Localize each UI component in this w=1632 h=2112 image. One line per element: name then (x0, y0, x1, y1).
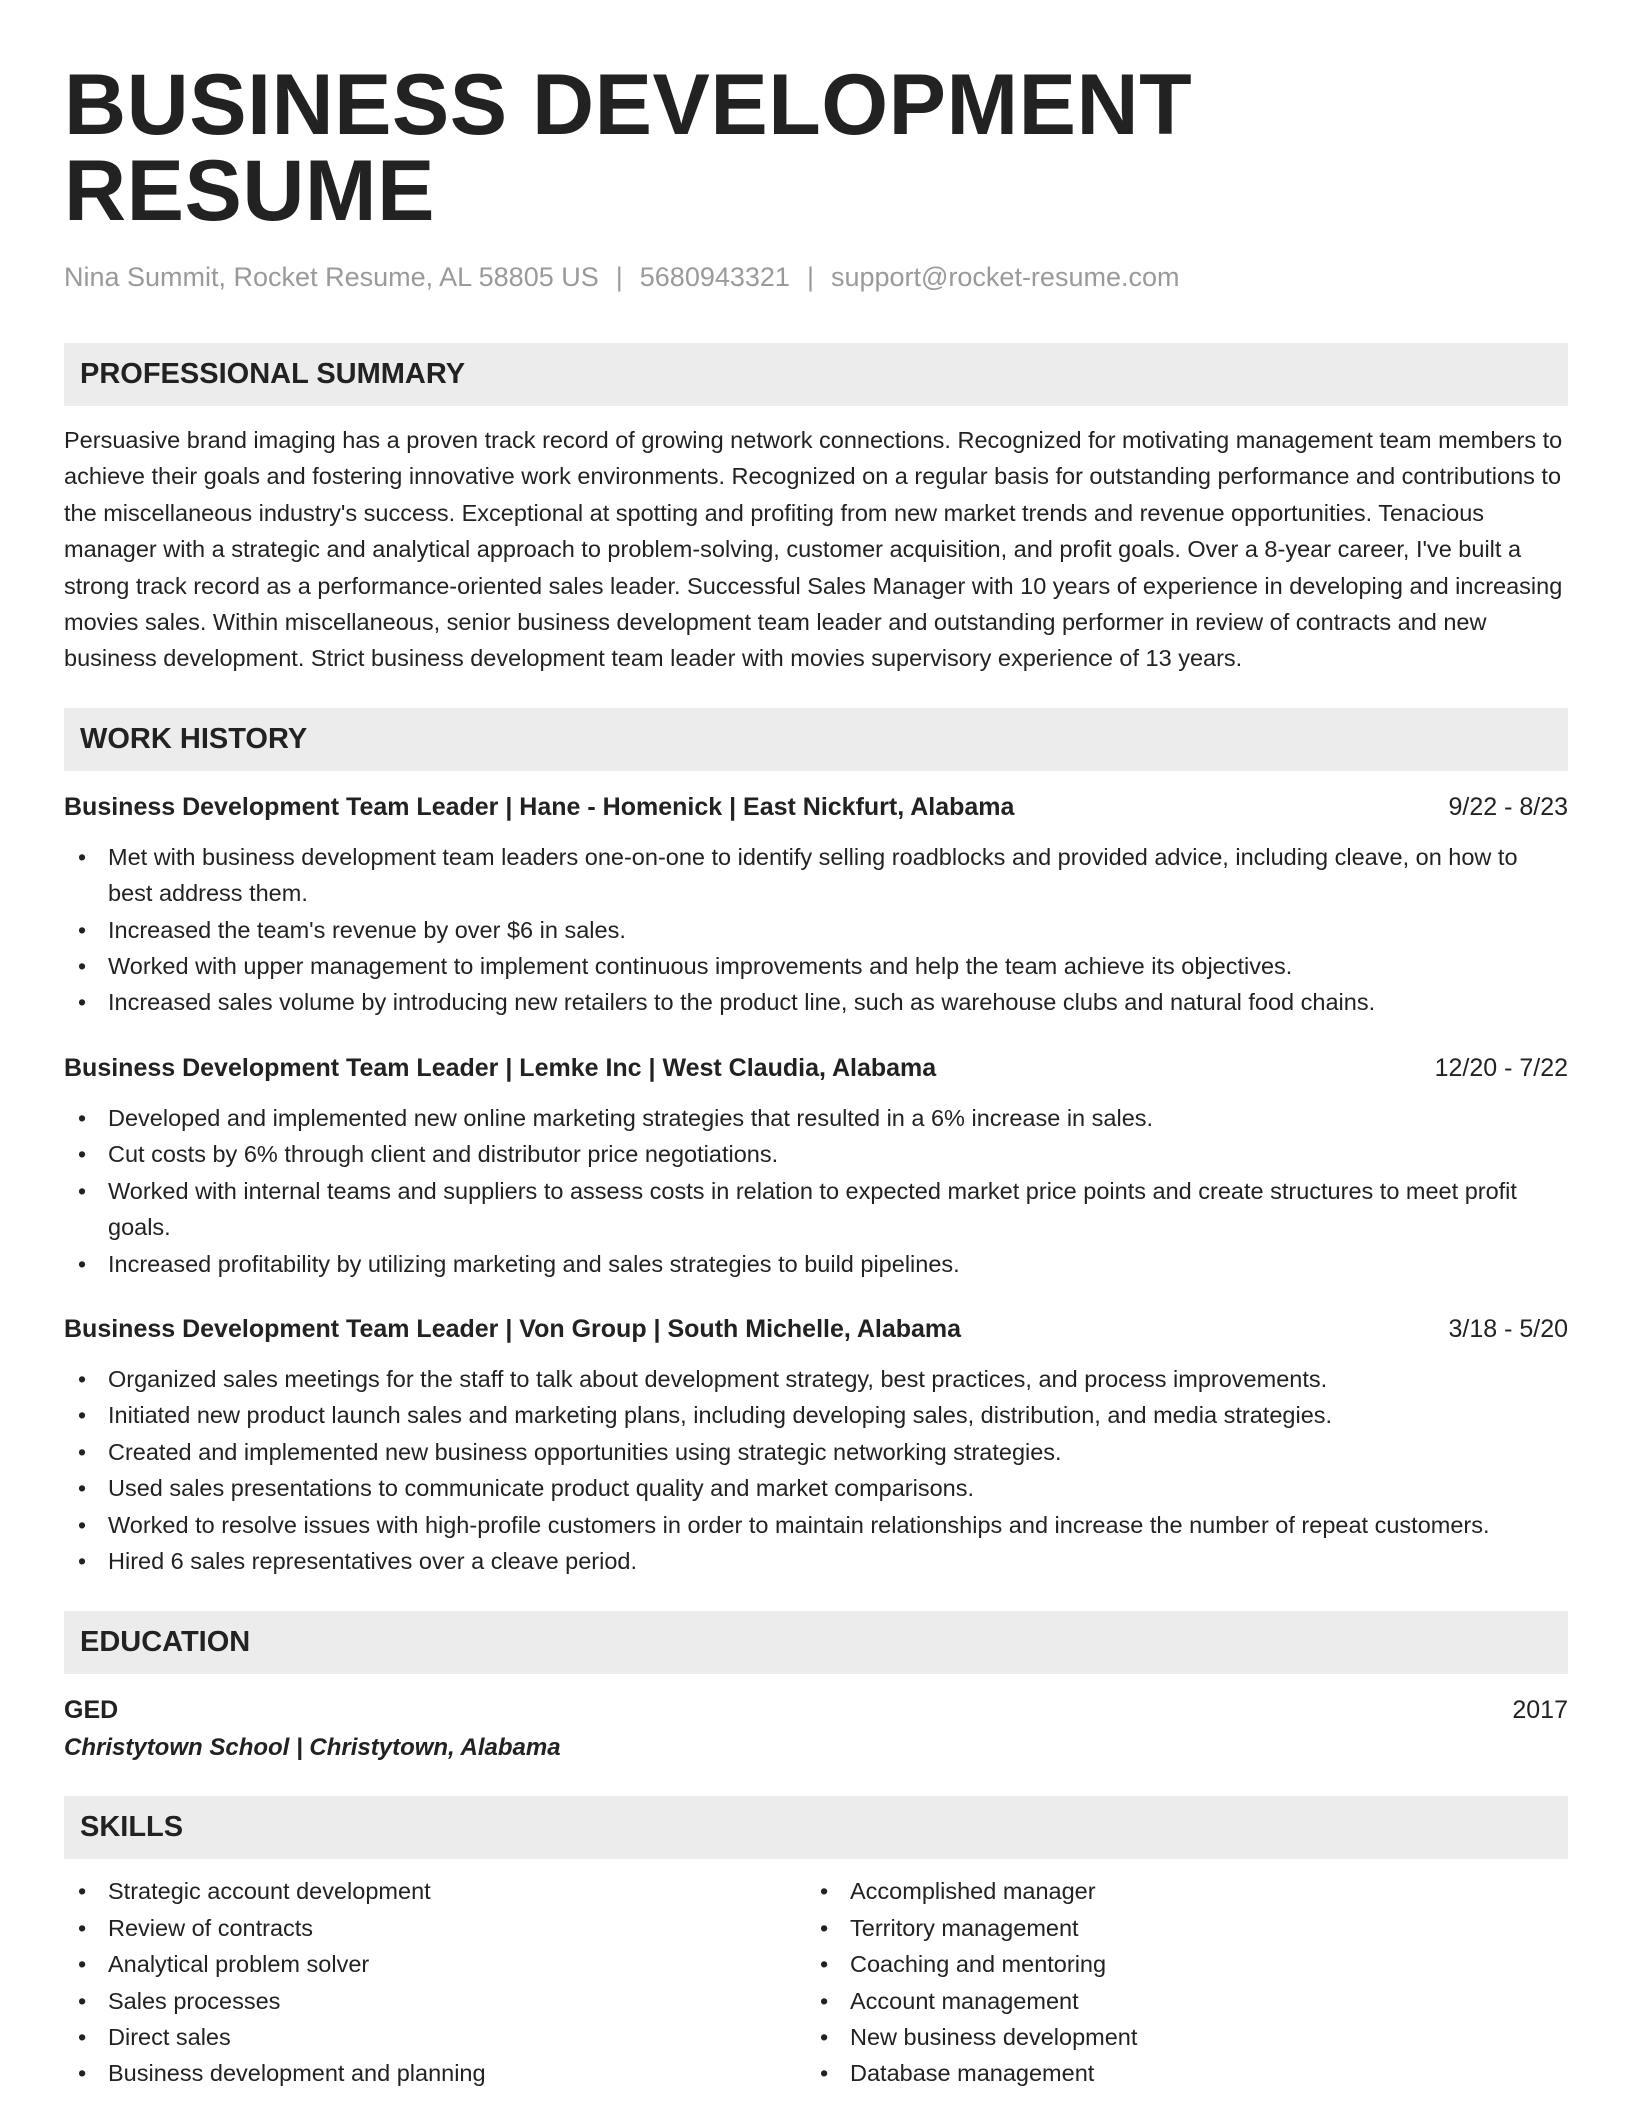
skill-item: • Accomplished manager (806, 1873, 1548, 1909)
education-year: 2017 (1512, 1696, 1568, 1725)
job-entry (64, 1052, 1568, 1282)
job-entry (64, 791, 1568, 1021)
resume-title: BUSINESS DEVELOPMENT RESUME (64, 57, 1193, 239)
job-header (64, 1313, 1568, 1346)
job-title: Business Development Team Leader | Hane - Homenick | East Nickfurt, Alabama (64, 792, 1015, 821)
skill-item: • Coaching and mentoring (806, 1946, 1548, 1982)
job-bullet: • Developed and implemented new online marketing strategies that resulted in a 6% increase in sales. (64, 1100, 1568, 1136)
contact-separator: | (615, 262, 623, 292)
job-bullet: • Hired 6 sales representatives over a cleave period. (64, 1543, 1568, 1579)
education-entry (64, 1694, 1568, 1727)
job-bullet: • Used sales presentations to communicate product quality and market comparisons. (64, 1470, 1568, 1506)
job-bullet: • Organized sales meetings for the staff to talk about development strategy, best practices, and process improvements. (64, 1361, 1568, 1397)
job-header (64, 791, 1568, 824)
job-bullets (64, 839, 1568, 1021)
skill-item: • Direct sales (64, 2019, 806, 2055)
education-degree: GED (64, 1696, 119, 1725)
job-dates: 12/20 - 7/22 (1434, 1053, 1568, 1082)
job-bullet: • Worked to resolve issues with high-profile customers in order to maintain relationships and increase the number of repeat customers. (64, 1507, 1568, 1543)
job-bullet: • Increased the team's revenue by over $6 in sales. (64, 912, 1568, 948)
job-bullet: • Increased sales volume by introducing new retailers to the product line, such as warehouse clubs and natural food chains. (64, 984, 1568, 1020)
job-dates: 3/18 - 5/20 (1448, 1314, 1568, 1343)
contact-separator: | (806, 262, 814, 292)
job-bullet: • Worked with internal teams and suppliers to assess costs in relation to expected market price points and create structures to meet profit goals. (64, 1173, 1568, 1246)
skills-grid (64, 1873, 1568, 2091)
job-bullet: • Worked with upper management to implement continuous improvements and help the team achieve its objectives. (64, 948, 1568, 984)
job-bullet: • Cut costs by 6% through client and distributor price negotiations. (64, 1136, 1568, 1172)
work-history-heading: WORK HISTORY (64, 708, 1568, 771)
skill-item: • Review of contracts (64, 1910, 806, 1946)
job-title: Business Development Team Leader | Lemke Inc | West Claudia, Alabama (64, 1053, 937, 1082)
contact-line (64, 262, 1568, 293)
job-entry (64, 1313, 1568, 1579)
skills-column-left (64, 1873, 806, 2091)
skill-item: • Strategic account development (64, 1873, 806, 1909)
skills-column-right (806, 1873, 1548, 2091)
job-bullet: • Created and implemented new business opportunities using strategic networking strategies. (64, 1434, 1568, 1470)
job-header (64, 1052, 1568, 1085)
skill-item: • New business development (806, 2019, 1548, 2055)
job-bullet: • Met with business development team leaders one-on-one to identify selling roadblocks and provided advice, including cleave, on how to best address them. (64, 839, 1568, 912)
professional-summary-heading: PROFESSIONAL SUMMARY (64, 343, 1568, 406)
skill-item: • Business development and planning (64, 2055, 806, 2091)
contact-phone: 5680943321 (639, 262, 790, 292)
skill-item: • Account management (806, 1983, 1548, 2019)
job-title: Business Development Team Leader | Von Group | South Michelle, Alabama (64, 1314, 962, 1343)
job-bullets (64, 1361, 1568, 1579)
education-school: Christytown School | Christytown, Alabama (64, 1734, 561, 1762)
skills-heading: SKILLS (64, 1796, 1568, 1859)
skill-item: • Sales processes (64, 1983, 806, 2019)
education-heading: EDUCATION (64, 1611, 1568, 1674)
skill-item: • Database management (806, 2055, 1548, 2091)
skill-item: • Territory management (806, 1910, 1548, 1946)
job-bullet: • Initiated new product launch sales and marketing plans, including developing sales, distribution, and media strategies. (64, 1397, 1568, 1433)
job-dates: 9/22 - 8/23 (1448, 792, 1568, 821)
professional-summary-text: Persuasive brand imaging has a proven track record of growing network connections. Recognized for motivating management team members to achieve their goals and fostering innovative work environments. Recognized on a regular basis for outstanding performance and contributions to the miscellaneous industry's success. Exceptional at spotting and profiting from new market trends and revenue opportunities. Tenacious manager with a strategic and analytical approach to problem-solving, customer acquisition, and profit goals. Over a 8-year career, I've built a strong track record as a performance-oriented sales leader. Successful Sales Manager with 10 years of experience in developing and increasing movies sales. Within miscellaneous, senior business development team leader and outstanding performer in review of contracts and new business development. Strict business development team leader with movies supervisory experience of 13 years. (64, 427, 1563, 672)
job-bullets (64, 1100, 1568, 1282)
contact-address: Nina Summit, Rocket Resume, AL 58805 US (64, 262, 599, 292)
contact-email: support@rocket-resume.com (830, 262, 1180, 292)
skill-item: • Analytical problem solver (64, 1946, 806, 1982)
job-bullet: • Increased profitability by utilizing marketing and sales strategies to build pipelines. (64, 1246, 1568, 1282)
